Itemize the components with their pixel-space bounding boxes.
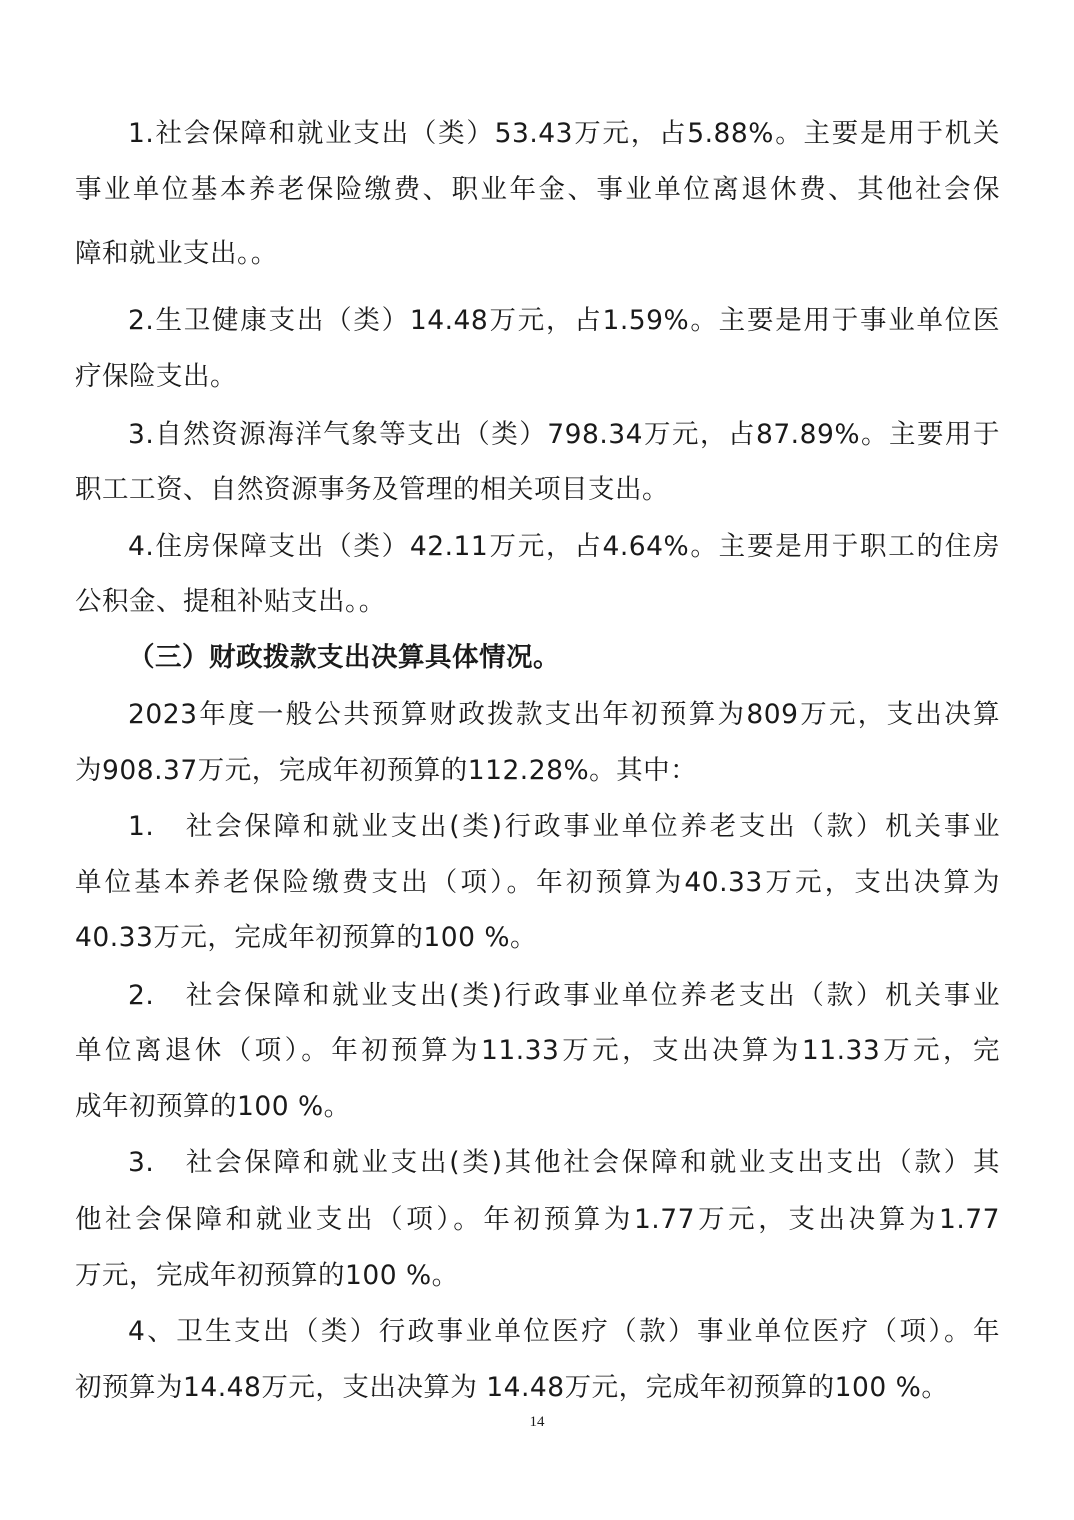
item-4-line-1: 4、卫生支出（类）行政事业单位医疗（款）事业单位医疗（项）。年 xyxy=(128,1316,1000,1347)
paragraph-1-line-3: 障和就业支出。。 xyxy=(75,238,278,269)
item-2-line-2: 单位离退休（项）。年初预算为11.33万元，支出决算为11.33万元，完 xyxy=(75,1035,1000,1066)
paragraph-3-line-1: 3.自然资源海洋气象等支出（类）798.34万元，占87.89%。主要用于 xyxy=(128,419,1000,450)
page-number: 14 xyxy=(529,1414,545,1430)
paragraph-2-line-1: 2.生卫健康支出（类）14.48万元，占1.59%。主要是用于事业单位医 xyxy=(128,305,1000,336)
paragraph-4-line-2: 公积金、提租补贴支出。。 xyxy=(75,586,386,617)
item-1-line-2: 单位基本养老保险缴费支出（项）。年初预算为40.33万元，支出决算为 xyxy=(75,867,1000,898)
item-2-line-1: 2. 社会保障和就业支出(类)行政事业单位养老支出（款）机关事业 xyxy=(128,980,1000,1011)
paragraph-1-line-2: 事业单位基本养老保险缴费、职业年金、事业单位离退休费、其他社会保 xyxy=(75,174,1000,205)
paragraph-1-line-1: 1.社会保障和就业支出（类）53.43万元，占5.88%。主要是用于机关 xyxy=(128,118,1000,149)
paragraph-4-line-1: 4.住房保障支出（类）42.11万元，占4.64%。主要是用于职工的住房 xyxy=(128,531,1000,562)
item-2-line-3: 成年初预算的100 %。 xyxy=(75,1091,351,1122)
section-heading: （三）财政拨款支出决算具体情况。 xyxy=(128,642,560,673)
item-3-line-1: 3. 社会保障和就业支出(类)其他社会保障和就业支出支出（款）其 xyxy=(128,1147,1000,1178)
paragraph-5-line-2: 为908.37万元，完成年初预算的112.28%。其中： xyxy=(75,755,698,786)
item-1-line-3: 40.33万元，完成年初预算的100 %。 xyxy=(75,922,538,953)
item-4-line-2: 初预算为14.48万元，支出决算为 14.48万元，完成年初预算的100 %。 xyxy=(75,1372,949,1403)
paragraph-2-line-2: 疗保险支出。 xyxy=(75,361,237,392)
paragraph-5-line-1: 2023年度一般公共预算财政拨款支出年初预算为809万元，支出决算 xyxy=(128,699,1000,730)
item-3-line-2: 他社会保障和就业支出（项）。年初预算为1.77万元，支出决算为1.77 xyxy=(75,1204,1000,1235)
item-1-line-1: 1. 社会保障和就业支出(类)行政事业单位养老支出（款）机关事业 xyxy=(128,811,1000,842)
paragraph-3-line-2: 职工工资、自然资源事务及管理的相关项目支出。 xyxy=(75,474,669,505)
item-3-line-3: 万元，完成年初预算的100 %。 xyxy=(75,1260,459,1291)
